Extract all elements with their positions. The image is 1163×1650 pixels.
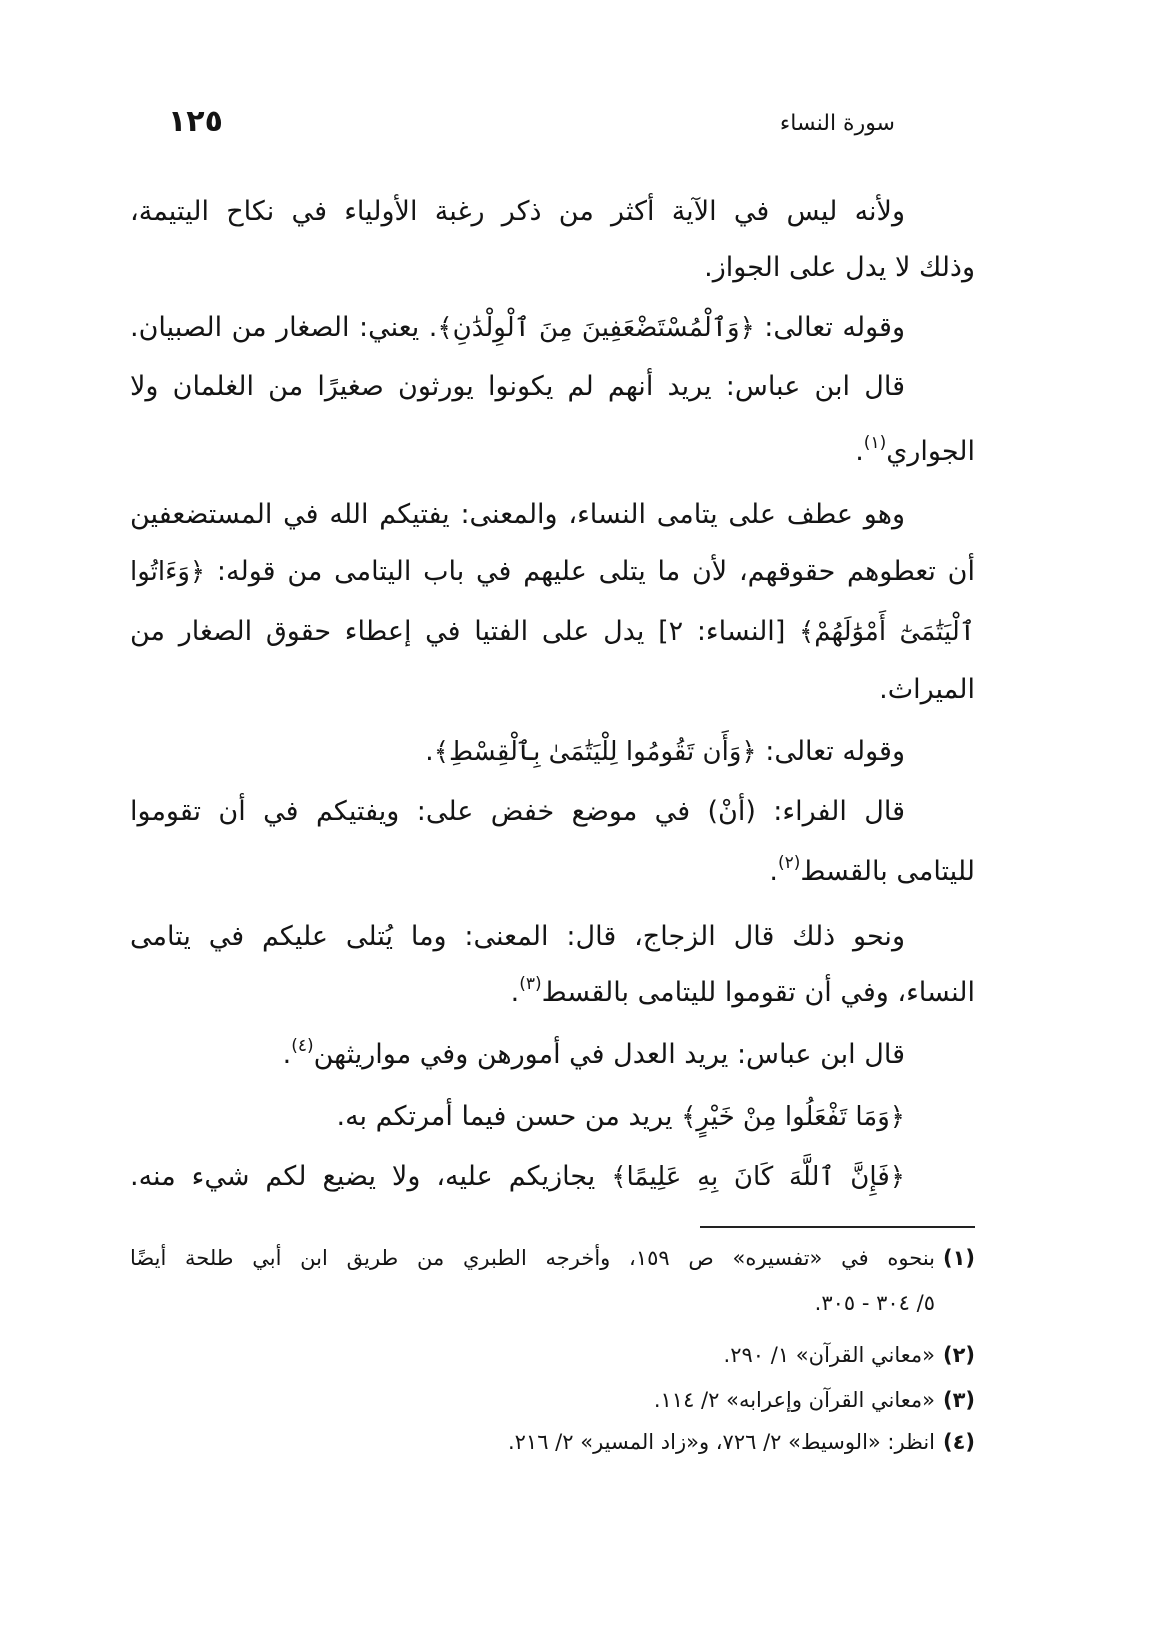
- footnote-number: (١): [942, 1246, 975, 1270]
- text-segment: .: [855, 436, 864, 467]
- text-segment: .: [510, 977, 520, 1008]
- text-segment: .: [769, 856, 778, 887]
- footnote-ref: (١): [863, 433, 887, 453]
- text-segment: يجازيكم عليه، ولا يضيع لكم شيء منه.: [130, 1161, 612, 1192]
- footnote-text: بنحوه في «تفسيره» ص ١٥٩، وأخرجه الطبري من طريق ابن أبي طلحة أيضًا: [130, 1246, 936, 1270]
- text-segment: .: [425, 736, 434, 767]
- quran-quote: ﴿وَأَن تَقُومُوا لِلْيَتَٰمَىٰ بِٱلْقِسْطِ﴾: [433, 737, 757, 767]
- text-segment: قال الفراء: (أنْ) في موضع خفض على: ويفتيكم في أن تقوموا: [130, 796, 905, 827]
- text-line: [130, 490, 975, 540]
- text-line: [130, 187, 975, 237]
- text-line: [130, 303, 975, 353]
- text-segment: النساء، وفي أن تقوموا لليتامى بالقسط: [541, 977, 975, 1008]
- text-line: [130, 968, 975, 1018]
- footnote-text: ٥/ ٣٠٤ - ٣٠٥.: [814, 1291, 935, 1315]
- text-segment: أن تعطوهم حقوقهم، لأن ما يتلى عليهم في باب اليتامى من قوله:: [205, 556, 975, 587]
- text-line: [130, 362, 975, 412]
- footnote-number: (٢): [942, 1343, 975, 1367]
- text-line: [130, 1092, 975, 1142]
- text-segment: وهو عطف على يتامى النساء، والمعنى: يفتيكم الله في المستضعفين: [130, 499, 905, 530]
- text-segment: ونحو ذلك قال الزجاج، قال: المعنى: وما يُتلى عليكم في يتامى: [130, 921, 905, 952]
- quran-quote: ﴿وَمَا تَفْعَلُوا مِنْ خَيْرٍ﴾: [681, 1102, 905, 1132]
- text-segment: وقوله تعالى:: [756, 736, 905, 767]
- quran-quote: ﴿فَإِنَّ ٱللَّهَ كَانَ بِهِ عَلِيمًا﴾: [611, 1162, 905, 1192]
- text-line: [130, 607, 975, 657]
- quran-quote: ﴿وَٱلْمُسْتَضْعَفِينَ مِنَ ٱلْوِلْدَٰنِ﴾: [437, 313, 755, 343]
- quran-quote: ٱلْيَتَٰمَىٰٓ أَمْوَٰلَهُمْ﴾: [799, 617, 975, 647]
- text-line: [130, 847, 975, 897]
- text-segment: يريد من حسن فيما أمرتكم به.: [336, 1101, 682, 1132]
- footnote-text: انظر: «الوسيط» ٢/ ٧٢٦، و«زاد المسير» ٢/ ٢١٦.: [507, 1430, 935, 1454]
- surah-title: سورة النساء: [779, 111, 895, 136]
- quran-quote: ﴿وَءَاتُوا: [130, 557, 206, 587]
- text-segment: لليتامى بالقسط: [800, 856, 975, 887]
- text-line: [130, 1030, 975, 1080]
- text-segment: وذلك لا يدل على الجواز.: [704, 252, 975, 283]
- text-segment: ولأنه ليس في الآية أكثر من ذكر رغبة الأولياء في نكاح اليتيمة،: [130, 196, 905, 227]
- text-segment: . يعني: الصغار من الصبيان.: [130, 312, 438, 343]
- footnote-number: (٣): [942, 1388, 975, 1412]
- text-segment: قال ابن عباس: يريد أنهم لم يكونوا يورثون صغيرًا من الغلمان ولا: [130, 371, 905, 402]
- page-number: ١٢٥: [168, 104, 223, 139]
- footnote-rule: [700, 1226, 975, 1228]
- text-line: [130, 727, 975, 777]
- footnote-ref: (٤): [291, 1036, 314, 1056]
- text-line: [130, 243, 975, 293]
- footnote-ref: (٣): [519, 974, 542, 994]
- footnote-text: «معاني القرآن وإعرابه» ٢/ ١١٤.: [653, 1388, 935, 1412]
- text-segment: الجواري: [886, 436, 975, 467]
- footnote-ref: (٢): [778, 853, 801, 873]
- text-line: [130, 547, 975, 597]
- text-line: [130, 912, 975, 962]
- text-line: [130, 427, 975, 477]
- text-segment: [النساء: ٢] يدل على الفتيا في إعطاء حقوق الصغار من: [130, 616, 800, 647]
- text-segment: الميراث.: [879, 674, 975, 705]
- text-line: [130, 787, 975, 837]
- text-line: [130, 665, 975, 715]
- text-segment: قال ابن عباس: يريد العدل في أمورهن وفي مواريثهن: [313, 1039, 905, 1070]
- footnote-text: «معاني القرآن» ١/ ٢٩٠.: [723, 1343, 935, 1367]
- text-segment: .: [282, 1039, 292, 1070]
- text-line: [130, 1152, 975, 1202]
- footnote-number: (٤): [942, 1430, 975, 1454]
- text-segment: وقوله تعالى:: [754, 312, 905, 343]
